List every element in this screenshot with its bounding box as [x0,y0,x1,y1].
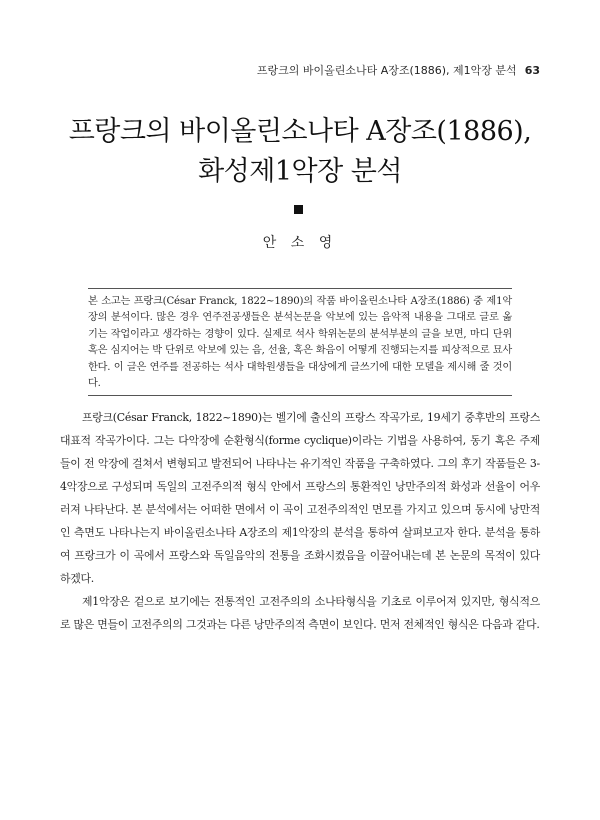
abstract-box [88,288,512,396]
square-bullet-icon [294,205,303,214]
author-name: 안 소 영 [262,235,338,251]
title-line-2: 화성제1악장 분석 [198,156,402,187]
page-number: 63 [524,64,540,77]
running-header [60,62,540,78]
body-paragraph-1: 프랑크(César Franck, 1822~1890)는 벨기에 출신의 프랑스 작곡가로, 19세기 중후반의 프랑스 대표적 작곡가이다. 그는 다악장에 순환형식(forme cyclique)이라는 기법을 사용하여, 동기 혹은 주제들이 전 악장에 걸쳐서 변형되고 발전되어 나타나는 유기적인 작품을 구축하였다. 그의 후기 작품들은 3-4악장으로 구성되며 독일의 고전주의적 형식 안에서 프랑스의 통환적인 낭만주의적 화성과 선율이 어우러져 나타난다. 본 분석에서는 어떠한 면에서 이 곡이 고전주의적인 면모를 가지고 있으며 동시에 낭만적인 측면도 나타나는지 바이올린소나타 A장조의 제1악장의 분석을 통하여 살펴보고자 한다. 분석을 통하여 프랑크가 이 곡에서 프랑스와 독일음악의 전통을 조화시켰음을 이끌어내는데 본 논문의 목적이 있다 하겠다. [60,411,540,585]
running-title: 프랑크의 바이올린소나타 A장조(1886), 제1악장 분석 [256,64,517,77]
title-line-1: 프랑크의 바이올린소나타 A장조(1886), [68,116,532,147]
paper-title [40,112,560,192]
abstract-text: 본 소고는 프랑크(César Franck, 1822~1890)의 작품 바이올린소나타 A장조(1886) 중 제1악장의 분석이다. 많은 경우 연주전공생들은 분석논문을 악보에 있는 음악적 내용을 그대로 글로 옮기는 작업이라고 생각하는 경향이 있다. 실제로 석사 학위논문의 분석부분의 글을 보면, 마디 단위 혹은 심지어는 박 단위로 악보에 있는 음, 선율, 혹은 화음이 어떻게 진행되는지를 피상적으로 묘사한다. 이 글은 연주를 전공하는 석사 대학원생들을 대상에게 글쓰기에 대한 모델을 제시해 줄 것이다. [88,296,512,390]
body-text [60,406,540,636]
body-paragraph-2: 제1악장은 겉으로 보기에는 전통적인 고전주의의 소나타형식을 기초로 이루어져 있지만, 형식적으로 많은 면들이 고전주의의 그것과는 다른 낭만주의적 측면이 보인다. 먼저 전체적인 형식은 다음과 같다. [60,595,540,631]
